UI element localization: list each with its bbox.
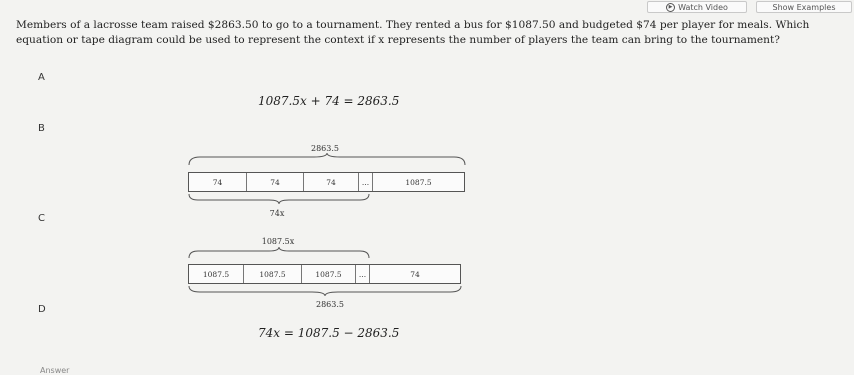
- play-icon: ▶: [666, 3, 675, 12]
- option-d-letter[interactable]: D: [38, 304, 46, 315]
- option-c-top-brace: [188, 246, 370, 259]
- option-c-top-label: 1087.5x: [261, 237, 295, 246]
- option-b-cell: ...: [359, 173, 373, 191]
- option-c-cell: ...: [356, 265, 370, 283]
- option-a-equation: 1087.5x + 74 = 2863.5: [258, 94, 400, 108]
- option-c-cell: 1087.5: [244, 265, 302, 283]
- option-b-cell: 74: [247, 173, 304, 191]
- answer-label: Answer: [40, 366, 70, 375]
- option-a-letter[interactable]: A: [38, 72, 45, 83]
- option-b-top-brace: [188, 152, 466, 166]
- option-b-bottom-brace: [188, 193, 370, 205]
- option-b-cell: 74: [304, 173, 359, 191]
- option-c-bottom-brace: [188, 285, 462, 297]
- option-c-cell: 1087.5: [189, 265, 244, 283]
- option-c-bottom-label: 2863.5: [316, 300, 344, 309]
- option-b-cell: 74: [189, 173, 247, 191]
- option-c-letter[interactable]: C: [38, 213, 45, 224]
- option-c-cell: 1087.5: [302, 265, 356, 283]
- option-c-tape: [188, 264, 461, 284]
- option-d-equation: 74x = 1087.5 − 2863.5: [258, 326, 400, 340]
- option-b-bottom-label: 74x: [269, 209, 285, 218]
- option-b-tape: [188, 172, 465, 192]
- question-text: Members of a lacrosse team raised $2863.50 to go to a tournament. They rented a bus for $1087.50 and budgeted $74 per player for meals. Which equation or tape diagram could be used to represent the context if x represents the number of players the team can bring to the tournament?: [16, 19, 810, 46]
- option-c-cell: 74: [410, 269, 420, 279]
- watch-video-label: Watch Video: [678, 2, 728, 12]
- watch-video-button[interactable]: [647, 1, 747, 13]
- option-b-top-label: 2863.5: [311, 144, 339, 153]
- show-examples-label: Show Examples: [772, 2, 836, 12]
- option-b-cell: 1087.5: [405, 177, 432, 187]
- option-b-letter[interactable]: B: [38, 123, 45, 134]
- show-examples-button[interactable]: [756, 1, 852, 13]
